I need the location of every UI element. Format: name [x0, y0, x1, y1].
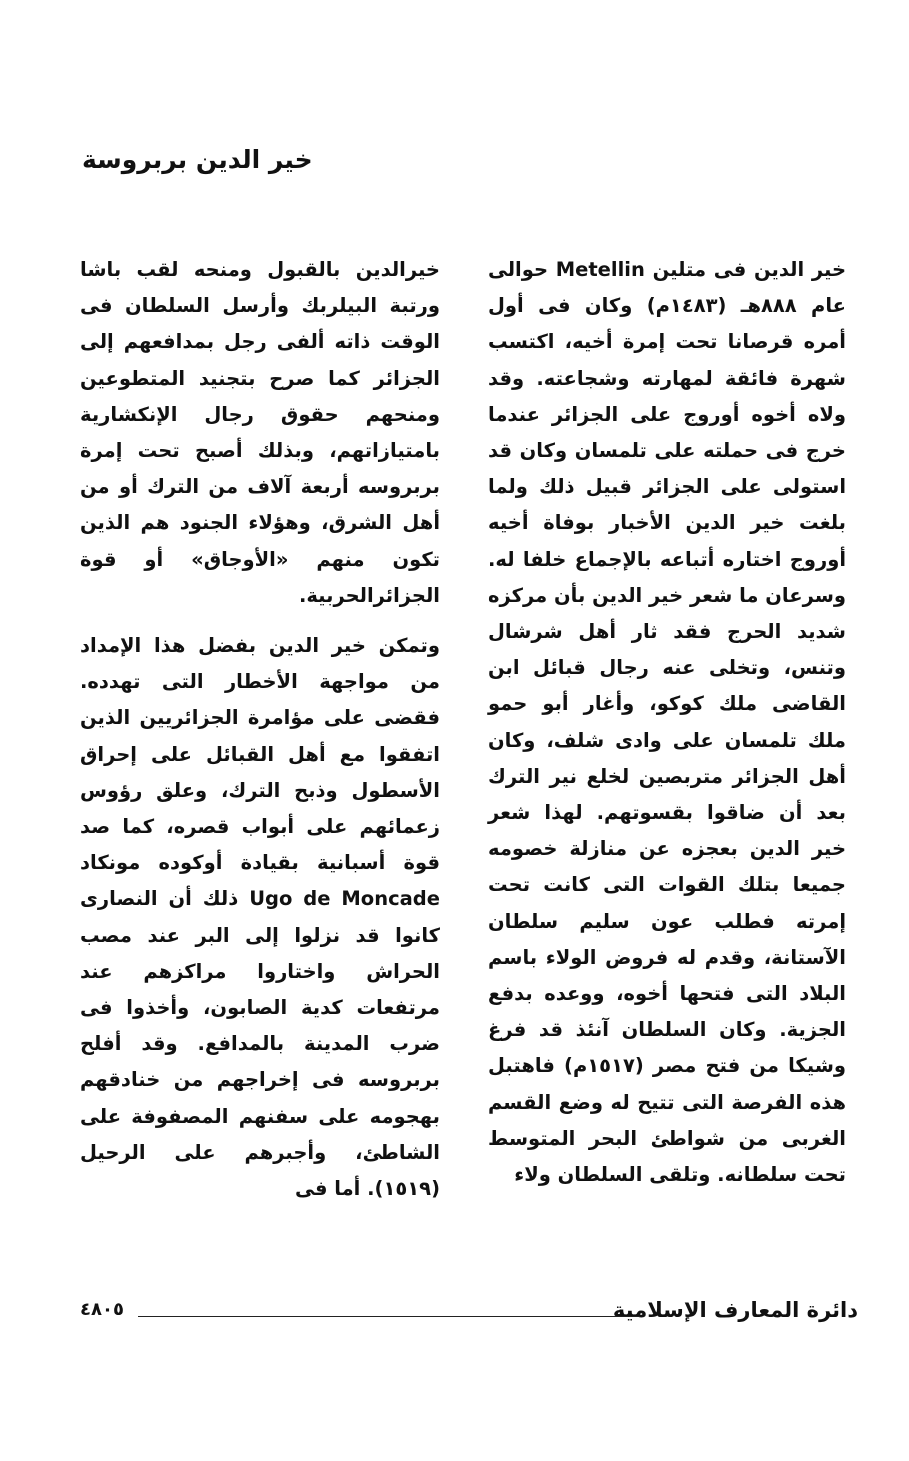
running-header-title: خير الدين بربروسة: [82, 145, 313, 174]
paragraph: وتمكن خير الدين بفضل هذا الإمداد من مواجهة الأخطار التى تهدده. فقضى على مؤامرة الجزائريين الذين اتفقوا مع أهل القبائل على إحراق الأسطول وذبح الترك، وعلق رؤوس زعمائهم على أبواب قصره، كما صد قوة أسبانية بقيادة أوكوده مونكاد Ugo de Moncade ذلك أن النصارى كانوا قد نزلوا إلى البر عند مصب الحراش واختاروا مراكزهم عند مرتفعات كدية الصابون، وأخذوا فى ضرب المدينة بالمدافع. وقد أفلح بربروسه فى إخراجهم من خنادقهم بهجومه على سفنهم المصفوفة على الشاطئ، وأجبرهم على الرحيل (١٥١٩). أما فى: [80, 634, 440, 1201]
text-column-left: [80, 252, 440, 1207]
running-header: [82, 142, 382, 178]
footer-publication-title: دائرة المعارف الإسلامية: [612, 1298, 858, 1322]
footer-divider: [138, 1316, 640, 1317]
page-footer: [80, 1292, 858, 1328]
text-column-right: [488, 252, 846, 1193]
paragraph: خير الدين فى متلين Metellin حوالى عام ٨٨٨هـ (١٤٨٣م) وكان فى أول أمره قرصانا تحت إمرة أخيه، اكتسب شهرة فائقة لمهارته وشجاعته. وقد ولاه أخوه أوروج على الجزائر عندما خرج فى حملته على تلمسان وكان قد استولى على الجزائر قبيل ذلك ولما بلغت خير الدين الأخبار بوفاة أخيه أوروج اختاره أتباعه بالإجماع خلفا له. وسرعان ما شعر خير الدين بأن مركزه شديد الحرج فقد ثار أهل شرشال وتنس، وتخلى عنه رجال قبائل ابن القاضى ملك كوكو، وأغار أبو حمو ملك تلمسان على وادى شلف، وكان أهل الجزائر متربصين لخلع نير الترك بعد أن ضاقوا بقسوتهم. لهذا شعر خير الدين بعجزه عن منازلة خصومه جميعا بتلك القوات التى كانت تحت إمرته فطلب عون سليم سلطان الآستانة، وقدم له فروض الولاء باسم البلاد التى فتحها أخوه، ووعده بدفع الجزية. وكان السلطان آنئذ قد فرغ وشيكا من فتح مصر (١٥١٧م) فاهتبل هذه الفرصة التى تتيح له وضع القسم الغربى من شواطئ البحر المتوسط تحت سلطانه. وتلقى السلطان ولاء: [488, 258, 846, 1187]
paragraph: خيرالدين بالقبول ومنحه لقب باشا ورتبة البيلربك وأرسل السلطان فى الوقت ذاته ألفى رجل بمدافعهم إلى الجزائر كما صرح بتجنيد المتطوعين ومنحهم حقوق رجال الإنكشارية بامتيازاتهم، وبذلك أصبح تحت إمرة بربروسه أربعة آلاف من الترك أو من أهل الشرق، وهؤلاء الجنود هم الذين تكون منهم «الأوجاق» أو قوة الجزائرالحربية.: [80, 258, 440, 607]
page-number: ٤٨٠٥: [80, 1299, 124, 1320]
